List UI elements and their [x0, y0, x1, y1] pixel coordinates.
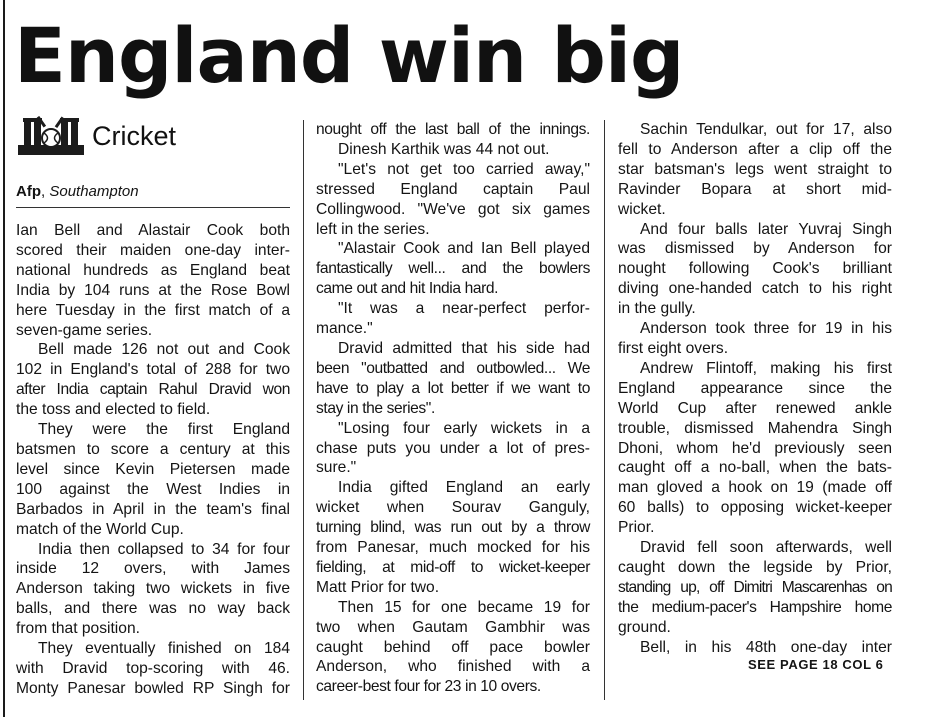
- column-divider: [303, 120, 304, 700]
- text-line: 60 balls) to opposing wicket-keeper: [618, 499, 892, 517]
- text-line: first eight overs.: [618, 339, 729, 357]
- text-line: fell to Anderson after a clip off the: [618, 140, 892, 158]
- text-line: caught off a no-ball, when the bats-: [618, 459, 892, 477]
- text-line: inside 12 overs, with James: [16, 560, 290, 578]
- text-line: came out and hit India hard.: [316, 280, 499, 298]
- text-line: sure.": [316, 459, 357, 477]
- text-line: scored their maiden one-day inter-: [16, 241, 290, 259]
- text-line: batsmen to score a century at this: [16, 440, 290, 458]
- text-line: level since Kevin Pietersen made: [16, 460, 290, 478]
- text-line: 100 against the West Indies in: [16, 480, 290, 498]
- text-line: from Panesar, much mocked for his: [316, 539, 590, 557]
- text-line: Dravid fell soon afterwards, well: [640, 539, 892, 557]
- text-line: seven-game series.: [16, 321, 153, 339]
- text-line: wicket.: [618, 200, 666, 218]
- text-line: fantastically well... and the bowlers: [316, 260, 590, 278]
- text-line: Then 15 for one became 19 for: [338, 598, 590, 616]
- text-line: Bell, in his 48th one-day inter: [640, 638, 892, 656]
- text-line: India by 104 runs at the Rose Bowl: [16, 281, 290, 299]
- text-line: 102 in England's total of 288 for two: [16, 361, 290, 379]
- text-line: "It was a near-perfect perfor-: [338, 300, 590, 318]
- continuation-note: SEE PAGE 18 COL 6: [748, 657, 884, 672]
- text-line: star batsman's legs went straight to: [618, 160, 892, 178]
- byline-place: Southampton: [49, 183, 139, 200]
- text-line: nought off the last ball of the innings.: [316, 121, 590, 138]
- text-line: "Losing four early wickets in a: [338, 419, 590, 437]
- text-line: Anderson took three for 19 in his: [640, 320, 892, 338]
- text-line: ground.: [618, 618, 671, 636]
- byline: Afp, Southampton: [16, 183, 139, 200]
- column-divider: [604, 120, 605, 700]
- text-line: national hundreds as England beat: [16, 261, 290, 279]
- text-line: was dismissed by Anderson for: [618, 240, 892, 258]
- text-line: Andrew Flintoff, making his first: [640, 359, 892, 377]
- article-column-1: [16, 221, 290, 699]
- text-line: left in the series.: [316, 220, 430, 238]
- text-line: England appearance since the: [618, 379, 892, 397]
- headline: England win big: [14, 11, 684, 100]
- text-line: been "outbatted and outbowled... We: [316, 359, 590, 377]
- text-line: stressed England captain Paul: [316, 180, 590, 198]
- text-line: caught down the legside by Prior,: [618, 558, 892, 576]
- text-line: chase puts you under a lot of pres-: [316, 439, 590, 457]
- text-line: wicket when Sourav Ganguly,: [316, 499, 590, 517]
- text-line: in the gully.: [618, 300, 696, 318]
- text-line: Prior.: [618, 519, 655, 537]
- text-line: with Dravid top-scoring with 46.: [16, 659, 290, 677]
- previous-article-cutoff: [0, 0, 925, 5]
- text-line: here Tuesday in the first match of a: [16, 301, 290, 319]
- article-column-3: [618, 120, 892, 657]
- text-line: India then collapsed to 34 for four: [38, 540, 290, 558]
- text-line: have to play a lot better if we want to: [316, 379, 590, 397]
- text-line: career-best four for 23 in 10 overs.: [316, 678, 541, 696]
- text-line: trouble, dismissed Mahendra Singh: [618, 419, 892, 437]
- article-column-2: [316, 120, 590, 697]
- text-line: Dinesh Karthik was 44 not out.: [338, 140, 550, 158]
- text-line: Ian Bell and Alastair Cook both: [16, 222, 290, 239]
- text-line: standing up, off Dimitri Mascarenhas on: [618, 578, 892, 596]
- text-line: turning blind, was run out by a throw: [316, 519, 590, 537]
- text-line: mance.": [316, 320, 373, 338]
- text-line: fielding, at mid-off to wicket-keeper: [316, 558, 590, 576]
- text-line: match of the World Cup.: [16, 520, 184, 538]
- text-line: Barbados in April in the team's final: [16, 500, 290, 518]
- page-edge-rule: [3, 0, 5, 717]
- text-line: World Cup after renewed ankle: [618, 399, 892, 417]
- text-line: Ravinder Bopara at short mid-: [618, 180, 892, 198]
- text-line: They eventually finished on 184: [38, 640, 290, 658]
- text-line: And four balls later Yuvraj Singh: [640, 220, 892, 238]
- text-line: India gifted England an early: [338, 479, 590, 497]
- section-label: Cricket: [92, 121, 177, 151]
- text-line: balls, and there was no way back: [16, 600, 290, 618]
- text-line: caught behind off pace bowler: [316, 638, 590, 656]
- text-line: Anderson taking two wickets in five: [16, 580, 290, 598]
- text-line: after India captain Rahul Dravid won: [16, 381, 290, 399]
- byline-divider: [16, 207, 290, 208]
- text-line: Dravid admitted that his side had: [338, 339, 590, 357]
- text-line: Matt Prior for two.: [316, 578, 440, 596]
- text-line: nought following Cook's brilliant: [618, 260, 892, 278]
- cricket-stumps-icon: [16, 116, 86, 156]
- text-line: stay in the series".: [316, 399, 435, 417]
- text-line: Anderson, who finished with a: [316, 658, 590, 676]
- text-line: Bell made 126 not out and Cook: [38, 341, 290, 359]
- text-line: two when Gautam Gambhir was: [316, 618, 590, 636]
- text-line: Monty Panesar bowled RP Singh for: [16, 679, 290, 697]
- text-line: They were the first England: [38, 421, 290, 439]
- text-line: "Alastair Cook and Ian Bell played: [338, 240, 590, 258]
- text-line: the medium-pacer's Hampshire home: [618, 598, 892, 616]
- text-line: Sachin Tendulkar, out for 17, also: [640, 121, 892, 138]
- text-line: man gloved a hook on 19 (made off: [618, 479, 892, 497]
- text-line: the toss and elected to field.: [16, 401, 211, 419]
- text-line: Dhoni, whom he'd previously seen: [618, 439, 892, 457]
- text-line: from that position.: [16, 620, 140, 638]
- text-line: Collingwood. "We've got six games: [316, 200, 590, 218]
- text-line: "Let's not get too carried away,": [338, 160, 590, 178]
- byline-agency: Afp: [16, 183, 41, 200]
- text-line: diving one-handed catch to his right: [618, 280, 892, 298]
